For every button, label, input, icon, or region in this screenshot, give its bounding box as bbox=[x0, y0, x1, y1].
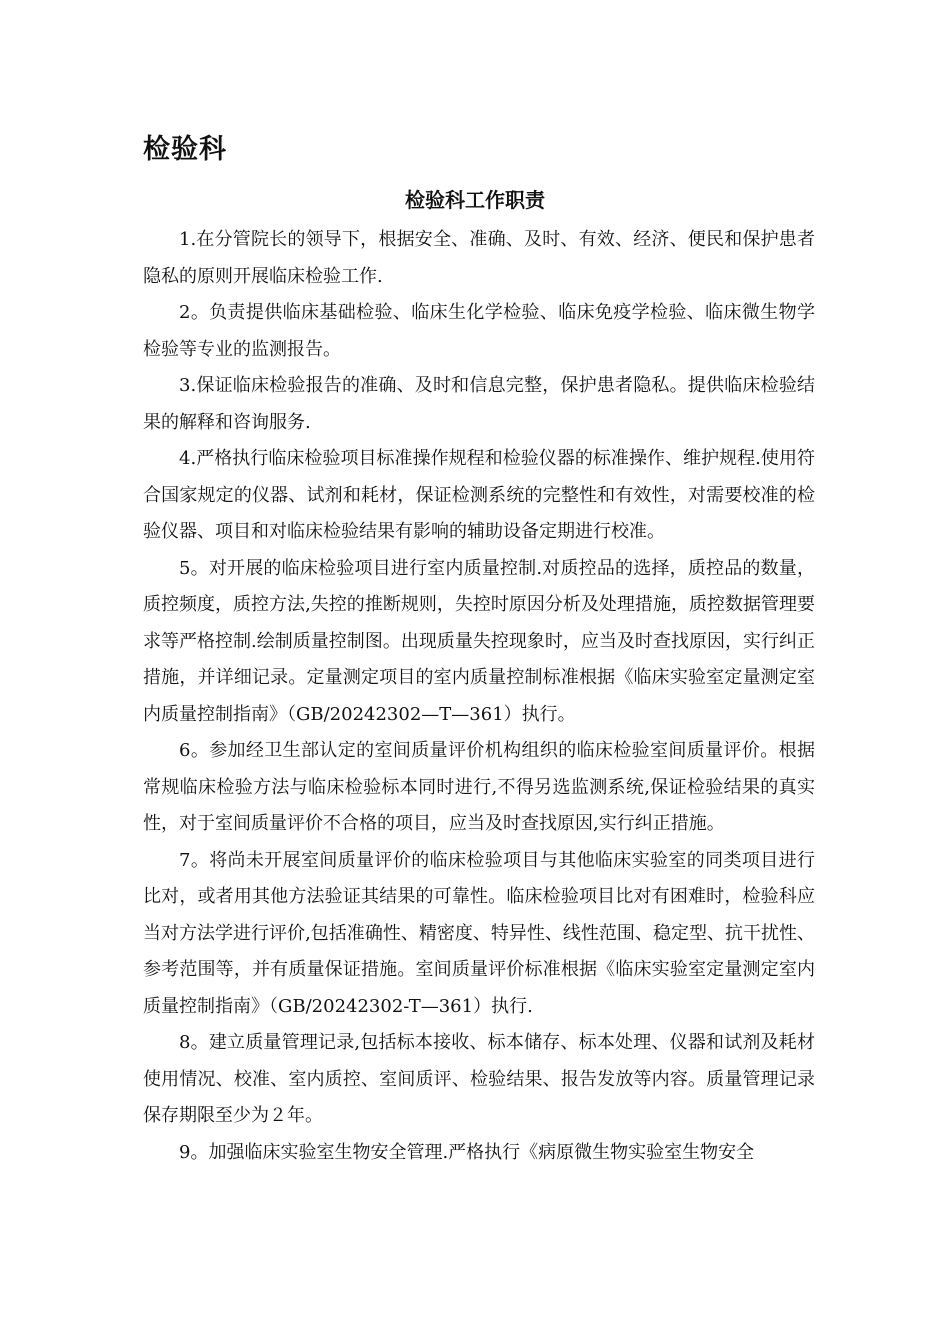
paragraph-8: 8。建立质量管理记录,包括标本接收、标本储存、标本处理、仪器和试剂及耗材使用情况、校准、室内质控、室间质评、检验结果、报告发放等内容。质量管理记录保存期限至少为２年。 bbox=[143, 1032, 815, 1126]
paragraph-5: 5。对开展的临床检验项目进行室内质量控制.对质控品的选择，质控品的数量，质控频度，质控方法,失控的推断规则，失控时原因分析及处理措施，质控数据管理要求等严格控制.绘制质量控制图。出现质量失控现象时，应当及时查找原因，实行纠正措施，并详细记录。定量测定项目的室内质量控制标准根据《临床实验室定量测定室内质量控制指南》（GB/20242302—T—361）执行。 bbox=[143, 557, 815, 725]
paragraph-6: 6。参加经卫生部认定的室间质量评价机构组织的临床检验室间质量评价。根据常规临床检验方法与临床检验标本同时进行,不得另选监测系统,保证检验结果的真实性，对于室间质量评价不合格的项目，应当及时查找原因,实行纠正措施。 bbox=[143, 740, 815, 834]
paragraph-4: 4.严格执行临床检验项目标准操作规程和检验仪器的标准操作、维护规程.使用符合国家规定的仪器、试剂和耗材，保证检测系统的完整性和有效性，对需要校准的检验仪器、项目和对临床检验结果有影响的辅助设备定期进行校准。 bbox=[143, 448, 815, 542]
document-title: 检验科工作职责 bbox=[405, 188, 545, 212]
paragraph-2: 2。负责提供临床基础检验、临床生化学检验、临床免疫学检验、临床微生物学检验等专业的监测报告。 bbox=[143, 302, 815, 360]
paragraph-7: 7。将尚未开展室间质量评价的临床检验项目与其他临床实验室的同类项目进行比对，或者用其他方法验证其结果的可靠性。临床检验项目比对有困难时，检验科应当对方法学进行评价,包括准确性、精密度、特异性、线性范围、稳定型、抗干扰性、参考范围等，并有质量保证措施。室间质量评价标准根据《临床实验室定量测定室内质量控制指南》（GB/20242302-T—361）执行. bbox=[143, 849, 815, 1017]
paragraph-9: 9。加强临床实验室生物安全管理.严格执行《病原微生物实验室生物安全 bbox=[179, 1141, 755, 1163]
document-body bbox=[143, 222, 815, 1171]
paragraph-1: 1.在分管院长的领导下，根据安全、准确、及时、有效、经济、便民和保护患者隐私的原则开展临床检验工作. bbox=[143, 229, 815, 287]
paragraph-3: 3.保证临床检验报告的准确、及时和信息完整，保护患者隐私。提供临床检验结果的解释和咨询服务. bbox=[143, 375, 815, 433]
section-heading: 检验科 bbox=[143, 134, 227, 165]
